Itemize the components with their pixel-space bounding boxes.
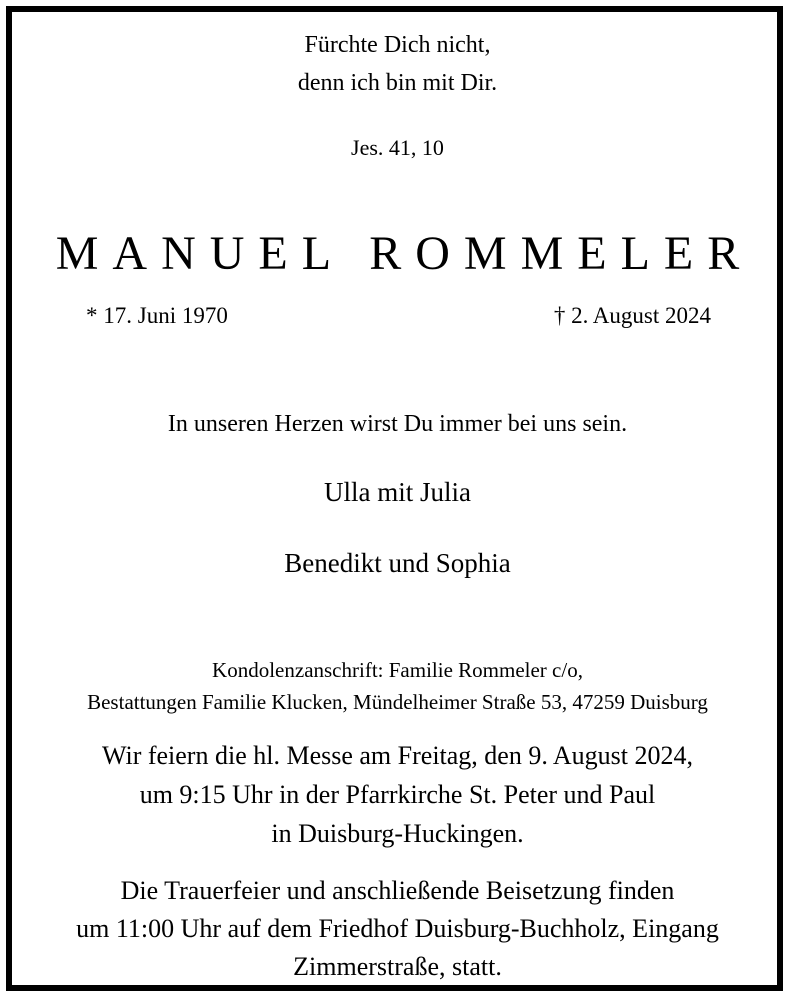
funeral-line-2: um 11:00 Uhr auf dem Friedhof Duisburg-Buchholz, Eingang <box>76 914 719 943</box>
verse-reference: Jes. 41, 10 <box>351 135 444 160</box>
mourner-2: Benedikt und Sophia <box>284 548 511 578</box>
mass-line-3: in Duisburg-Huckingen. <box>271 819 524 848</box>
death-date: † 2. August 2024 <box>553 303 711 328</box>
funeral-line-3: Zimmerstraße, statt. <box>293 952 502 981</box>
birth-date: * 17. Juni 1970 <box>86 303 228 328</box>
mass-line-1: Wir feiern die hl. Messe am Freitag, den 9. August 2024, <box>101 741 694 770</box>
deceased-name: MANUEL ROMMELER <box>55 227 754 280</box>
mass-line-2: um 9:15 Uhr in der Pfarrkirche St. Peter und Paul <box>139 780 656 809</box>
condolence-address-line-2: Bestattungen Familie Klucken, Mündelheimer Straße 53, 47259 Duisburg <box>87 690 708 714</box>
mourner-1: Ulla mit Julia <box>324 477 471 507</box>
verse-line-1: Fürchte Dich nicht, <box>304 32 491 58</box>
tribute-text: In unseren Herzen wirst Du immer bei uns sein. <box>167 411 628 437</box>
condolence-address-line-1: Kondolenzanschrift: Familie Rommeler c/o, <box>212 658 583 682</box>
verse-line-2: denn ich bin mit Dir. <box>297 70 498 96</box>
funeral-line-1: Die Trauerfeier und anschließende Beisetzung finden <box>120 876 675 905</box>
